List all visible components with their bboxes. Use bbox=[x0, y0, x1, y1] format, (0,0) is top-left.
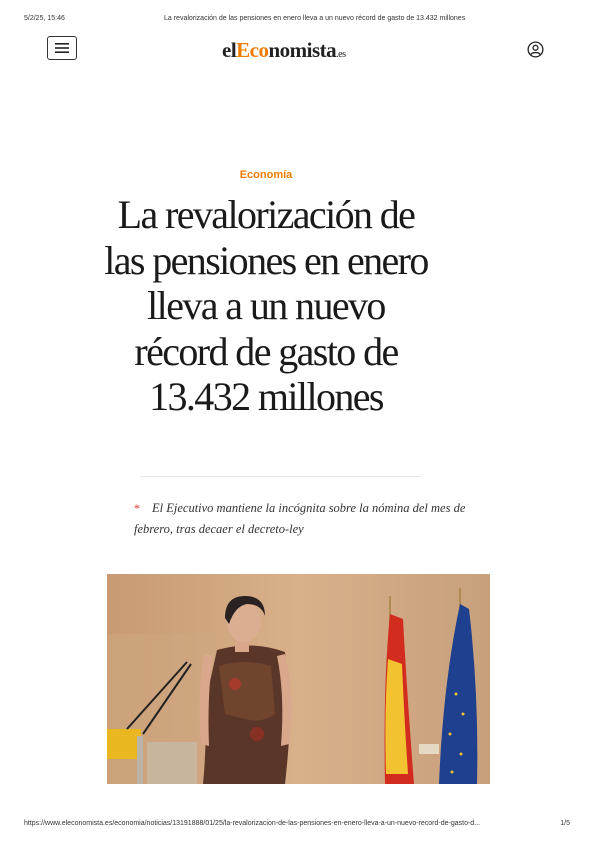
user-account-icon[interactable] bbox=[527, 41, 544, 58]
section-label[interactable]: Economía bbox=[239, 169, 293, 181]
logo-eco: Eco bbox=[236, 38, 269, 62]
article-photo bbox=[107, 574, 490, 784]
site-logo[interactable] bbox=[222, 38, 346, 66]
print-page-title: La revalorización de las pensiones en enero lleva a un nuevo récord de gasto de 13.432 millones bbox=[164, 15, 466, 22]
print-header bbox=[24, 15, 570, 27]
logo-tld: .es bbox=[336, 49, 346, 60]
print-date: 5/2/25, 15:46 bbox=[24, 15, 65, 22]
logo-el: el bbox=[222, 38, 237, 62]
headline-divider bbox=[140, 476, 422, 477]
page-number: 1/5 bbox=[560, 820, 570, 827]
summary-text: El Ejecutivo mantiene la incógnita sobre la nómina del mes de febrero, tras decaer el decreto-ley bbox=[134, 501, 466, 536]
logo-nomista: nomista bbox=[268, 38, 337, 62]
photo-illustration bbox=[107, 574, 490, 784]
article-headline: La revalorización de las pensiones en enero lleva a un nuevo récord de gasto de 13.432 millones bbox=[104, 192, 428, 419]
article-summary bbox=[134, 498, 499, 540]
print-url: https://www.eleconomista.es/economia/noticias/13191888/01/25/la-revalorizacion-de-las-pensiones-en-enero-lleva-a-un-nuevo-record-de-gasto-d... bbox=[24, 820, 481, 827]
hamburger-menu-icon bbox=[55, 43, 69, 53]
print-footer bbox=[24, 820, 570, 832]
summary-bullet: * bbox=[134, 501, 140, 515]
menu-button[interactable] bbox=[47, 36, 77, 60]
